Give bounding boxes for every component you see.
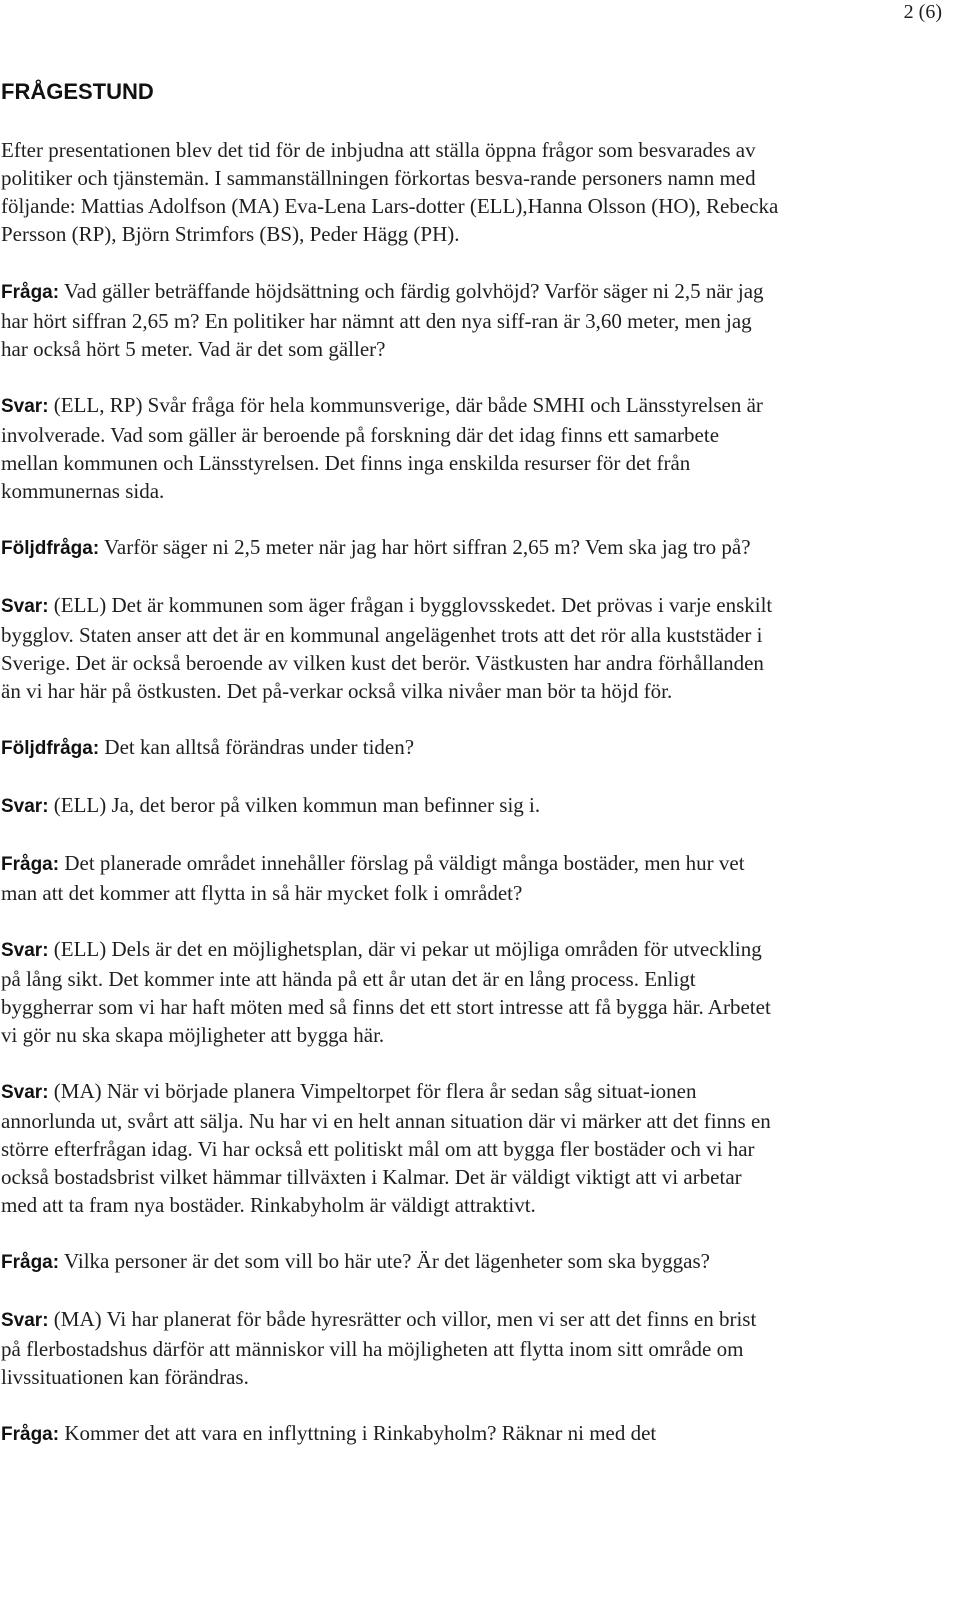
qa-label: Svar: — [1, 396, 49, 417]
qa-text: (MA) När vi började planera Vimpeltorpet för flera år sedan såg situat-ionen annorlunda ut, svårt att sälja. Nu har vi en helt annan situation där vi märker att det finns en större efterfrågan idag. Vi har också ett politiskt mål om att bygga fler bostäder och vi har också bostadsbrist vilket hämmar tillväxten i Kalmar. Det är väldigt viktigt att vi arbetar med att ta fram nya bostäder. Rinkabyholm är väldigt attraktivt. — [1, 1079, 771, 1217]
qa-label: Fråga: — [1, 1424, 60, 1445]
qa-entry — [1, 791, 781, 821]
qa-entry — [1, 849, 781, 907]
qa-text: (MA) Vi har planerat för både hyresrätter och villor, men vi ser att det finns en brist på flerbostadshus därför att människor vill ha möjligheten att flytta inom sitt område om livssituationen kan förändras. — [1, 1307, 757, 1389]
page-number: 2 (6) — [903, 1, 942, 23]
qa-label: Svar: — [1, 940, 49, 961]
qa-label: Fråga: — [1, 282, 60, 303]
qa-text: (ELL) Det är kommunen som äger frågan i bygglovsskedet. Det prövas i varje enskilt bygglov. Staten anser att det är en kommunal angelägenhet trots att det rör alla kuststäder i Sverige. Det är också beroende av vilken kust det berör. Västkusten har andra förhållanden än vi har här på östkusten. Det på-verkar också vilka nivåer man bör ta höjd för. — [1, 593, 773, 703]
qa-entry — [1, 391, 781, 505]
qa-text: Vad gäller beträffande höjdsättning och färdig golvhöjd? Varför säger ni 2,5 när jag har hört siffran 2,65 m? En politiker har nämnt att den nya siff-ran är 3,60 meter, men jag har också hört 5 meter. Vad är det som gäller? — [1, 279, 764, 361]
document-body — [1, 78, 781, 1477]
qa-text: (ELL, RP) Svår fråga för hela kommunsverige, där både SMHI och Länsstyrelsen är involverade. Vad som gäller är beroende på forskning där det idag finns ett samarbete mellan kommunen och Länsstyrelsen. Det finns inga enskilda resurser för det från kommunernas sida. — [1, 393, 763, 503]
qa-list — [1, 277, 781, 1449]
qa-text: Kommer det att vara en inflyttning i Rinkabyholm? Räknar ni med det — [59, 1421, 657, 1445]
qa-text: Vilka personer är det som vill bo här ute? Är det lägenheter som ska byggas? — [59, 1249, 710, 1273]
qa-label: Svar: — [1, 1310, 49, 1331]
qa-entry — [1, 1247, 781, 1277]
qa-label: Svar: — [1, 596, 49, 617]
section-heading: FRÅGESTUND — [1, 79, 154, 104]
qa-label: Fråga: — [1, 854, 60, 875]
qa-label: Svar: — [1, 796, 49, 817]
qa-entry — [1, 1077, 781, 1219]
qa-entry — [1, 277, 781, 363]
qa-entry — [1, 1419, 781, 1449]
qa-label: Följdfråga: — [1, 538, 100, 559]
qa-label: Följdfråga: — [1, 738, 100, 759]
qa-text: Det kan alltså förändras under tiden? — [99, 735, 415, 759]
qa-entry — [1, 533, 781, 563]
qa-label: Fråga: — [1, 1252, 60, 1273]
qa-entry — [1, 591, 781, 705]
qa-entry — [1, 1305, 781, 1391]
qa-text: (ELL) Dels är det en möjlighetsplan, där vi pekar ut möjliga områden för utveckling på lång sikt. Det kommer inte att hända på ett år utan det är en lång process. Enligt byggherrar som vi har haft möten med så finns det ett stort intresse att få bygga här. Arbetet vi gör nu ska skapa möjligheter att bygga här. — [1, 937, 771, 1047]
qa-entry — [1, 733, 781, 763]
qa-text: (ELL) Ja, det beror på vilken kommun man befinner sig i. — [48, 793, 541, 817]
qa-entry — [1, 935, 781, 1049]
qa-label: Svar: — [1, 1082, 49, 1103]
qa-text: Det planerade området innehåller förslag på väldigt många bostäder, men hur vet man att det kommer att flytta in så här mycket folk i området? — [1, 851, 745, 905]
qa-text: Varför säger ni 2,5 meter när jag har hört siffran 2,65 m? Vem ska jag tro på? — [99, 535, 751, 559]
intro-paragraph: Efter presentationen blev det tid för de inbjudna att ställa öppna frågor som besvarades av politiker och tjänstemän. I sammanställningen förkortas besva-rande personers namn med följande: Mattias Adolfson (MA) Eva-Lena Lars-dotter (ELL),Hanna Olsson (HO), Rebecka Persson (RP), Björn Strimfors (BS), Peder Hägg (PH). — [1, 138, 779, 246]
